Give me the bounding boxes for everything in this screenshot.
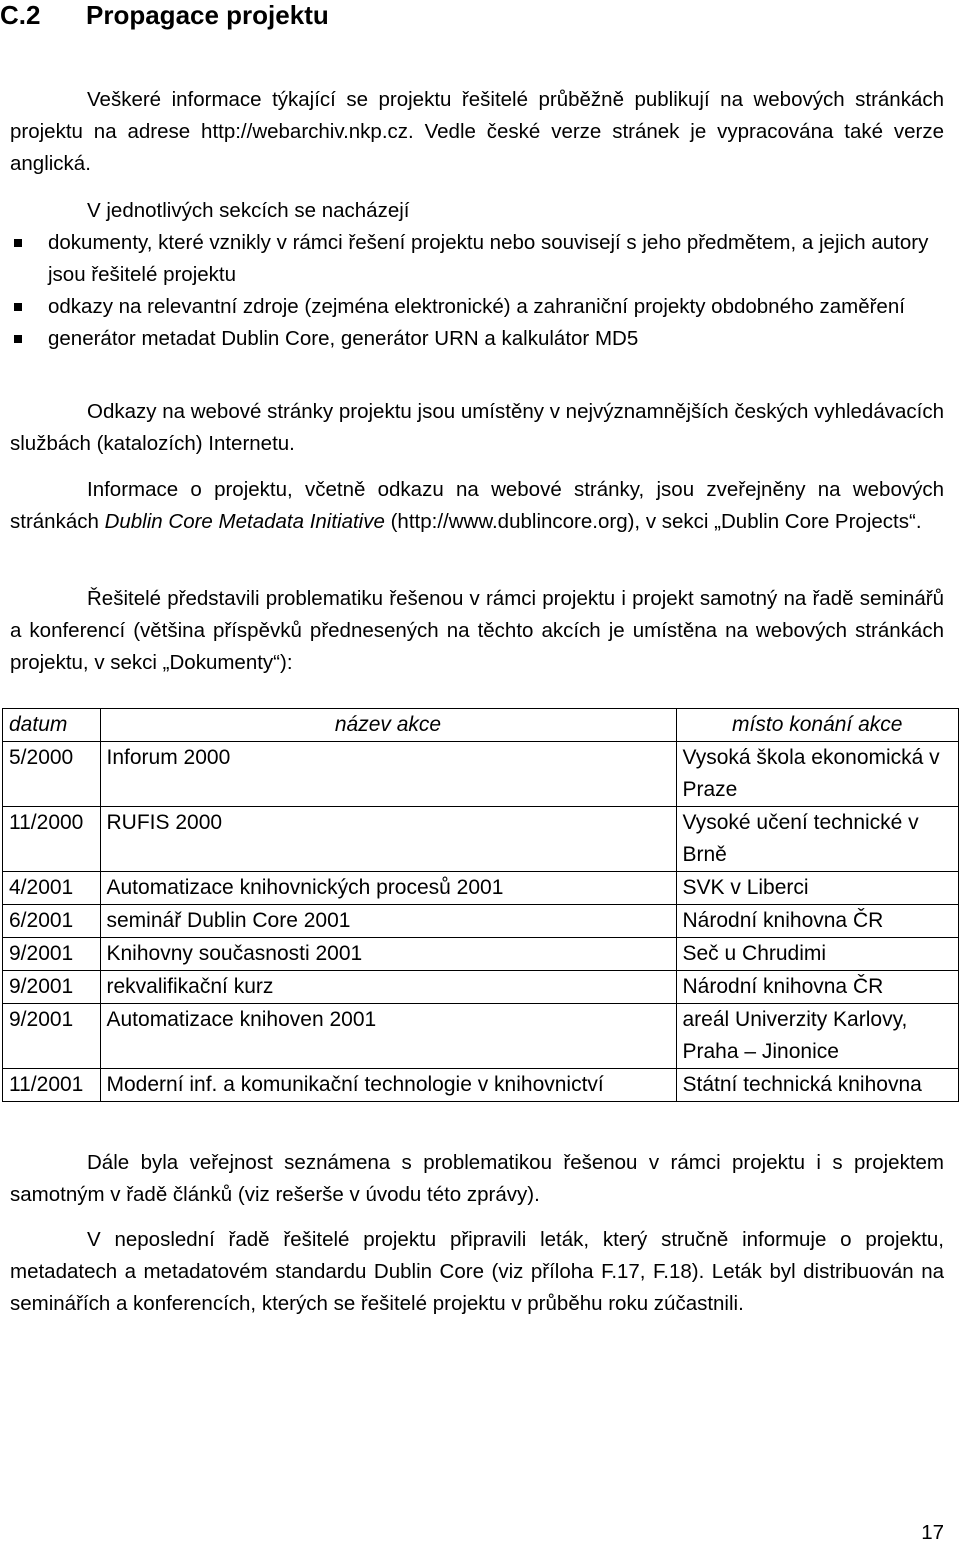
cell-date: 11/2001 <box>3 1069 101 1102</box>
cell-date: 9/2001 <box>3 938 101 971</box>
table-row <box>3 971 959 1004</box>
cell-event-name: Moderní inf. a komunikační technologie v knihovnictví <box>100 1069 676 1102</box>
cell-event-name: Knihovny současnosti 2001 <box>100 938 676 971</box>
header-date: datum <box>3 709 101 742</box>
square-bullet-icon <box>14 303 22 311</box>
table-row <box>3 1004 959 1069</box>
square-bullet-icon <box>14 239 22 247</box>
cell-place: Národní knihovna ČR <box>676 971 959 1004</box>
section-number: C.2 <box>0 0 41 30</box>
bullet-text: generátor metadat Dublin Core, generátor URN a kalkulátor MD5 <box>48 327 639 350</box>
table-row <box>3 742 959 807</box>
table-row <box>3 1069 959 1102</box>
bullet-item <box>10 291 944 323</box>
header-event-name: název akce <box>100 709 676 742</box>
cell-event-name: Automatizace knihoven 2001 <box>100 1004 676 1069</box>
cell-event-name: seminář Dublin Core 2001 <box>100 905 676 938</box>
table-row <box>3 872 959 905</box>
cell-date: 9/2001 <box>3 971 101 1004</box>
events-table <box>2 708 959 1102</box>
cell-date: 5/2000 <box>3 742 101 807</box>
paragraph-leaflet: V neposlední řadě řešitelé projektu připravili leták, který stručně informuje o projektu, metadatech a metadatovém standardu Dublin Core (viz příloha F.17, F.18). Leták byl distribuován na seminářích a konferencích, kterých se řešitelé projektu v průběhu roku zúčastnili. <box>10 1228 944 1315</box>
cell-place: Státní technická knihovna <box>676 1069 959 1102</box>
cell-event-name: RUFIS 2000 <box>100 807 676 872</box>
bullet-text: dokumenty, které vznikly v rámci řešení projektu nebo souvisejí s jeho předmětem, a jejich autory jsou řešitelé projektu <box>48 231 929 286</box>
paragraph-dcmi <box>10 474 944 538</box>
cell-place: Vysoká škola ekonomická v Praze <box>676 742 959 807</box>
table-row <box>3 938 959 971</box>
sections-intro: V jednotlivých sekcích se nacházejí <box>87 199 410 222</box>
cell-date: 9/2001 <box>3 1004 101 1069</box>
paragraph-seminars: Řešitelé představili problematiku řešenou v rámci projektu i projekt samotný na řadě seminářů a konferencí (většina příspěvků přednesených na těchto akcích je umístěna na webových stránkách projektu, v sekci „Dokumenty“): <box>10 587 944 674</box>
page-number: 17 <box>921 1521 944 1544</box>
cell-event-name: rekvalifikační kurz <box>100 971 676 1004</box>
paragraph-articles: Dále byla veřejnost seznámena s problematikou řešenou v rámci projektu i s projektem samotným v řadě článků (viz rešerše v úvodu této zprávy). <box>10 1151 944 1206</box>
paragraph-web-info: Veškeré informace týkající se projektu řešitelé průběžně publikují na webových stránkách projektu na adrese http://webarchiv.nkp.cz. Vedle české verze stránek je vypracována také verze anglická. <box>10 88 944 175</box>
table-row <box>3 905 959 938</box>
bullet-item <box>10 227 944 291</box>
cell-place: SVK v Liberci <box>676 872 959 905</box>
table-row <box>3 807 959 872</box>
square-bullet-icon <box>14 335 22 343</box>
cell-date: 6/2001 <box>3 905 101 938</box>
dcmi-name: Dublin Core Metadata Initiative <box>104 510 385 533</box>
cell-date: 4/2001 <box>3 872 101 905</box>
cell-place: areál Univerzity Karlovy, Praha – Jinonice <box>676 1004 959 1069</box>
cell-date: 11/2000 <box>3 807 101 872</box>
dcmi-text-before: Informace o projektu, včetně odkazu na webové stránky, jsou zveřejněny na webových stránkách <box>10 478 944 533</box>
section-title: Propagace projektu <box>86 0 329 30</box>
cell-event-name: Automatizace knihovnických procesů 2001 <box>100 872 676 905</box>
cell-place: Národní knihovna ČR <box>676 905 959 938</box>
bullet-text: odkazy na relevantní zdroje (zejména elektronické) a zahraniční projekty obdobného zaměření <box>48 295 905 318</box>
header-place: místo konání akce <box>676 709 959 742</box>
cell-place: Seč u Chrudimi <box>676 938 959 971</box>
bullet-item <box>10 323 944 355</box>
sections-bullet-list <box>10 227 944 355</box>
section-heading <box>0 0 960 34</box>
cell-event-name: Inforum 2000 <box>100 742 676 807</box>
dcmi-text-after: (http://www.dublincore.org), v sekci „Dublin Core Projects“. <box>384 510 922 533</box>
paragraph-search-services: Odkazy na webové stránky projektu jsou umístěny v nejvýznamnějších českých vyhledávacích službách (katalozích) Internetu. <box>10 400 944 455</box>
table-header-row <box>3 709 959 742</box>
cell-place: Vysoké učení technické v Brně <box>676 807 959 872</box>
